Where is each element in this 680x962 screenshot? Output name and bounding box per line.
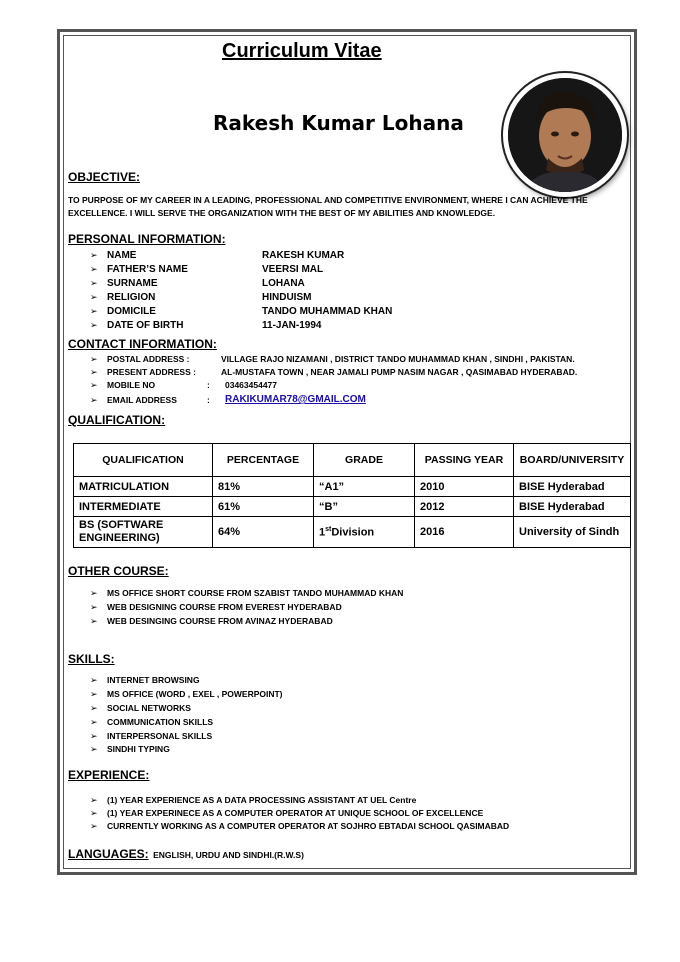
personal-value: HINDUISM [262,292,312,303]
arrow-bullet-icon: ➢ [90,703,98,713]
personal-label: DATE OF BIRTH [107,320,184,331]
year-cell: 2010 [415,477,514,497]
objective-text: TO PURPOSE OF MY CAREER IN A LEADING, PROFESSIONAL AND COMPETITIVE ENVIRONMENT, WHERE I CAN ACHIEVE THE EXCELLENCE. I WILL SERVE THE ORGANIZATION WITH THE BEST OF MY ABILITIES AND KNOWLEDGE. [68,195,588,218]
profile-photo [503,73,627,197]
grade-cell [314,517,415,548]
personal-label: FATHER’S NAME [107,264,188,275]
arrow-bullet-icon: ➢ [90,354,98,364]
personal-value: RAKESH KUMAR [262,250,345,261]
arrow-bullet-icon: ➢ [90,808,98,818]
column-header: PERCENTAGE [213,444,314,477]
personal-info-heading [68,232,226,246]
qualification-table [73,443,631,548]
table-row [74,517,631,548]
table-header-row [74,444,631,477]
list-item: COMMUNICATION SKILLS [107,717,214,727]
arrow-bullet-icon: ➢ [90,717,98,727]
column-header: QUALIFICATION [74,444,213,477]
contact-colon: : [207,380,210,390]
column-header: PASSING YEAR [415,444,514,477]
percentage-cell: 61% [213,497,314,517]
arrow-bullet-icon: ➢ [90,264,98,274]
arrow-bullet-icon: ➢ [90,675,98,685]
arrow-bullet-icon: ➢ [90,616,98,626]
column-header: BOARD/UNIVERSITY [514,444,631,477]
arrow-bullet-icon: ➢ [90,602,98,612]
heading-colon: : [212,337,217,351]
contact-label: MOBILE NO [107,380,156,390]
table-row [74,477,631,497]
arrow-bullet-icon: ➢ [90,320,98,330]
portrait-image [508,78,622,192]
other-course-heading: OTHER COURSE: [68,564,169,578]
list-item: MS OFFICE (WORD , EXEL , POWERPOINT) [107,689,283,699]
list-item: WEB DESINGING COURSE FROM AVINAZ HYDERABAD [107,616,333,626]
contact-colon: : [207,395,210,405]
qualification-cell: MATRICULATION [74,477,213,497]
personal-value: 11-JAN-1994 [262,320,322,331]
skills-heading: SKILLS: [68,652,115,666]
arrow-bullet-icon: ➢ [90,588,98,598]
list-item: INTERPERSONAL SKILLS [107,731,213,741]
list-item: (1) YEAR EXPERINECE AS A COMPUTER OPERATOR AT UNIQUE SCHOOL OF EXCELLENCE [107,808,484,818]
grade-cell: “B” [314,497,415,517]
board-cell: BISE Hyderabad [514,497,631,517]
year-cell: 2016 [415,517,514,548]
list-item: SOCIAL NETWORKS [107,703,191,713]
arrow-bullet-icon: ➢ [90,744,98,754]
arrow-bullet-icon: ➢ [90,731,98,741]
list-item: (1) YEAR EXPERIENCE AS A DATA PROCESSING ASSISTANT AT UEL Centre [107,795,417,805]
grade-division: Division [331,526,375,539]
list-item: MS OFFICE SHORT COURSE FROM SZABIST TANDO MUHAMMAD KHAN [107,588,404,598]
personal-label: NAME [107,250,137,261]
arrow-bullet-icon: ➢ [90,795,98,805]
candidate-name: Rakesh Kumar Lohana [213,111,464,135]
percentage-cell: 81% [213,477,314,497]
experience-heading: EXPERIENCE: [68,768,150,782]
list-item: INTERNET BROWSING [107,675,200,685]
contact-info-heading [68,337,217,351]
contact-label: PRESENT ADDRESS : [107,367,196,377]
grade-superscript: st [325,525,332,533]
list-item: SINDHI TYPING [107,744,170,754]
grade-number: 1 [319,526,326,539]
contact-label: EMAIL ADDRESS [107,395,177,405]
grade-cell: “A1” [314,477,415,497]
arrow-bullet-icon: ➢ [90,278,98,288]
arrow-bullet-icon: ➢ [90,367,98,377]
qualification-cell: INTERMEDIATE [74,497,213,517]
languages-line [68,845,304,863]
personal-label: DOMICILE [107,306,156,317]
qualification-cell: BS (SOFTWARE ENGINEERING) [74,517,213,548]
contact-label: POSTAL ADDRESS : [107,354,190,364]
year-cell: 2012 [415,497,514,517]
arrow-bullet-icon: ➢ [90,380,98,390]
qualification-heading: QUALIFICATION: [68,413,166,427]
board-cell: University of Sindh [514,517,631,548]
table-row [74,497,631,517]
languages-text: ENGLISH, URDU AND SINDHI.(R.W.S) [153,850,304,860]
contact-value: 03463454477 [225,380,278,390]
email-link[interactable]: RAKIKUMAR78@GMAIL.COM [225,394,366,405]
arrow-bullet-icon: ➢ [90,250,98,260]
list-item: CURRENTLY WORKING AS A COMPUTER OPERATOR AT SOJHRO EBTADAI SCHOOL QASIMABAD [107,821,510,831]
board-cell: BISE Hyderabad [514,477,631,497]
heading-colon: : [221,232,226,246]
arrow-bullet-icon: ➢ [90,292,98,302]
personal-value: VEERSI MAL [262,264,324,275]
arrow-bullet-icon: ➢ [90,395,98,405]
list-item: WEB DESIGNING COURSE FROM EVEREST HYDERABAD [107,602,342,612]
objective-heading: OBJECTIVE: [68,170,141,184]
column-header: GRADE [314,444,415,477]
contact-value: AL-MUSTAFA TOWN , NEAR JAMALI PUMP NASIM NAGAR , QASIMABAD HYDERABAD. [221,367,578,377]
document-title: Curriculum Vitae [222,40,382,62]
contact-info-heading-text: CONTACT INFORMATION [68,337,213,351]
arrow-bullet-icon: ➢ [90,821,98,831]
personal-label: RELIGION [107,292,156,303]
arrow-bullet-icon: ➢ [90,689,98,699]
percentage-cell: 64% [213,517,314,548]
contact-value: VILLAGE RAJO NIZAMANI , DISTRICT TANDO MUHAMMAD KHAN , SINDHI , PAKISTAN. [221,354,575,364]
personal-info-heading-text: PERSONAL INFORMATION [68,232,222,246]
personal-label: SURNAME [107,278,158,289]
languages-heading: LANGUAGES: [68,847,149,861]
arrow-bullet-icon: ➢ [90,306,98,316]
personal-value: LOHANA [262,278,305,289]
personal-value: TANDO MUHAMMAD KHAN [262,306,393,317]
